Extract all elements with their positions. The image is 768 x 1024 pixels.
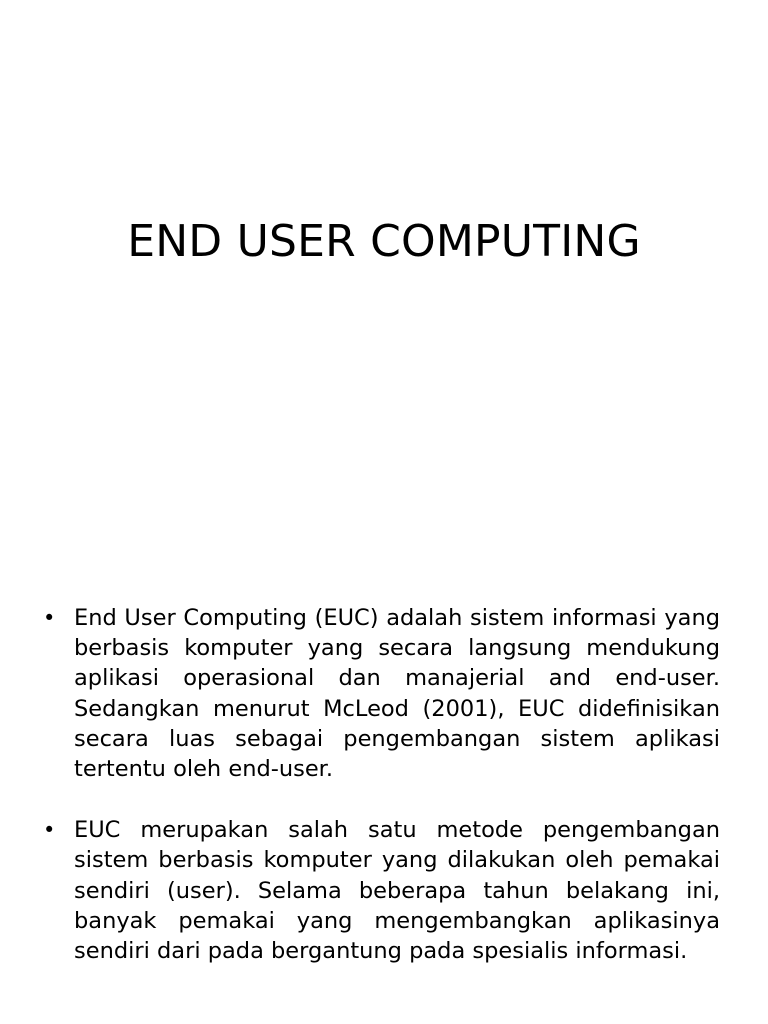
- bullet-list: [40, 603, 720, 997]
- bullet-dot-icon: •: [43, 606, 56, 630]
- slide-title: END USER COMPUTING: [127, 216, 641, 267]
- bullet-item: [40, 603, 720, 784]
- bullet-dot-icon: •: [43, 818, 56, 843]
- bullet-text: End User Computing (EUC) adalah sistem informasi yang berbasis komputer yang secara langsung mendukung aplikasi operasional dan manajerial and end-user. Sedangkan menurut McLeod (2001), EUC didefinisikan secara luas sebagai pengembangan sistem aplikasi tertentu oleh end-user.: [74, 605, 720, 783]
- bullet-item: [40, 815, 720, 966]
- bullet-text: EUC merupakan salah satu metode pengembangan sistem berbasis komputer yang dilakukan oleh pemakai sendiri (user). Selama beberapa tahun belakang ini, banyak pemakai yang mengembangkan aplikasinya sendiri dari pada bergantung pada spesialis informasi.: [74, 817, 720, 965]
